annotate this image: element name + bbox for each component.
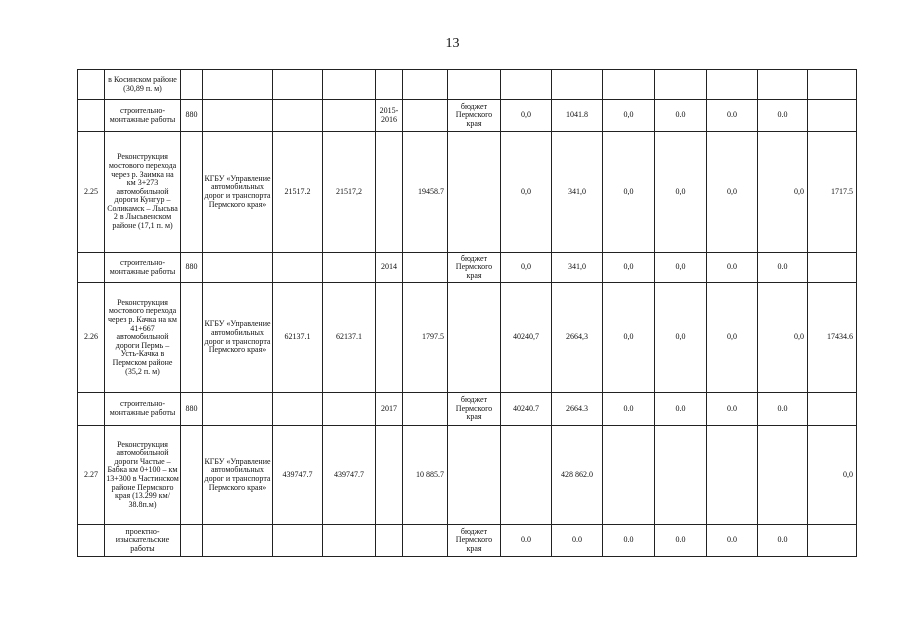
cell-object-name: в Косинском районе (30,89 п. м) — [105, 70, 181, 100]
cell-object-name: Реконструкция мостового перехода через р. Качка на км 41+667 автомобильной дороги Пермь – Усть-Качка в Пермском районе (35,2 п. м) — [105, 283, 181, 393]
table-row — [78, 393, 857, 426]
table-row — [78, 426, 857, 525]
cell-value: 0,0 — [655, 253, 707, 283]
cell-num — [78, 70, 105, 100]
cell-value: 0,0 — [603, 132, 655, 253]
cell-value — [707, 426, 758, 525]
cell-value: 0.0 — [707, 253, 758, 283]
cell-value: 0.0 — [707, 100, 758, 132]
table-row — [78, 70, 857, 100]
cell-value: 2664.3 — [552, 393, 603, 426]
cell-year: 2017 — [376, 393, 403, 426]
cell-year: 2015-2016 — [376, 100, 403, 132]
budget-table — [77, 69, 857, 557]
cell-source: бюджет Пермского края — [448, 393, 501, 426]
cell-work-type: строительно-монтажные работы — [105, 253, 181, 283]
cell-prior: 19458.7 — [403, 132, 448, 253]
cell-num: 2.26 — [78, 283, 105, 393]
cell-work-type: проектно-изыскательские работы — [105, 525, 181, 557]
cell-value: 0.0 — [758, 525, 808, 557]
cell-source: бюджет Пермского края — [448, 525, 501, 557]
cell-value: 40240,7 — [501, 283, 552, 393]
cell-source: бюджет Пермского края — [448, 253, 501, 283]
cell-value: 0.0 — [655, 393, 707, 426]
cell-rest: 17434.6 — [808, 283, 857, 393]
table-row — [78, 283, 857, 393]
cell-value: 0,0 — [501, 132, 552, 253]
cell-value: 341,0 — [552, 132, 603, 253]
cell-work-type: строительно-монтажные работы — [105, 393, 181, 426]
cell-value — [655, 426, 707, 525]
cell-work-type: строительно-монтажные работы — [105, 100, 181, 132]
cell-value: 1041.8 — [552, 100, 603, 132]
cell-value: 0,0 — [501, 253, 552, 283]
cell-object-name: Реконструкция мостового перехода через р. Заимка на км 3+273 автомобильной дороги Кунгур – Соликамск – Лысьва 2 в Лысьвенском районе (17,1 п. м) — [105, 132, 181, 253]
table-row — [78, 253, 857, 283]
cell-value: 0,0 — [758, 132, 808, 253]
cell-value: 0.0 — [758, 393, 808, 426]
cell-value: 0.0 — [655, 525, 707, 557]
cell-value: 0.0 — [758, 100, 808, 132]
cell-prior: 10 885.7 — [403, 426, 448, 525]
cell-code — [181, 525, 203, 557]
cell-rest: 0,0 — [808, 426, 857, 525]
cell-value: 0,0 — [603, 100, 655, 132]
cell-organization: КГБУ «Управление автомобильных дорог и транспорта Пермского края» — [203, 132, 273, 253]
cell-value: 341,0 — [552, 253, 603, 283]
cell-total: 21517.2 — [273, 132, 323, 253]
cell-total: 439747.7 — [273, 426, 323, 525]
cell-rest: 1717.5 — [808, 132, 857, 253]
cell-year — [376, 525, 403, 557]
cell-value: 428 862.0 — [552, 426, 603, 525]
table-row — [78, 100, 857, 132]
cell-value — [603, 426, 655, 525]
cell-value: 0,0 — [707, 283, 758, 393]
cell-prior: 1797.5 — [403, 283, 448, 393]
cell-value: 0.0 — [552, 525, 603, 557]
cell-source: бюджет Пермского края — [448, 100, 501, 132]
cell-total: 62137.1 — [273, 283, 323, 393]
cell-num: 2.27 — [78, 426, 105, 525]
cell-value: 0.0 — [603, 393, 655, 426]
cell-value: 0,0 — [758, 283, 808, 393]
cell-year: 2014 — [376, 253, 403, 283]
page-number: 13 — [445, 36, 460, 51]
cell-organization: КГБУ «Управление автомобильных дорог и транспорта Пермского края» — [203, 426, 273, 525]
cell-value: 0,0 — [603, 283, 655, 393]
cell-total: 21517,2 — [323, 132, 376, 253]
cell-value: 0.0 — [655, 100, 707, 132]
cell-object-name: Реконструкция автомобильной дороги Частые – Бабка км 0+100 – км 13+300 в Частинском районе Пермского края (13.299 км/ 38.8п.м) — [105, 426, 181, 525]
cell-value: 40240.7 — [501, 393, 552, 426]
cell-value — [758, 426, 808, 525]
cell-value: 0.0 — [707, 525, 758, 557]
cell-value: 0.0 — [707, 393, 758, 426]
cell-value: 0.0 — [501, 525, 552, 557]
cell-value — [501, 426, 552, 525]
cell-code: 880 — [181, 253, 203, 283]
cell-value: 0,0 — [655, 132, 707, 253]
cell-value: 0,0 — [501, 100, 552, 132]
cell-value: 0.0 — [603, 525, 655, 557]
cell-num: 2.25 — [78, 132, 105, 253]
cell-code: 880 — [181, 100, 203, 132]
cell-total: 439747.7 — [323, 426, 376, 525]
table-row — [78, 132, 857, 253]
cell-value: 0,0 — [655, 283, 707, 393]
table-row — [78, 525, 857, 557]
cell-code: 880 — [181, 393, 203, 426]
cell-value: 0,0 — [707, 132, 758, 253]
cell-organization: КГБУ «Управление автомобильных дорог и транспорта Пермского края» — [203, 283, 273, 393]
cell-value: 0.0 — [758, 253, 808, 283]
cell-value: 2664,3 — [552, 283, 603, 393]
cell-value: 0,0 — [603, 253, 655, 283]
cell-total: 62137.1 — [323, 283, 376, 393]
